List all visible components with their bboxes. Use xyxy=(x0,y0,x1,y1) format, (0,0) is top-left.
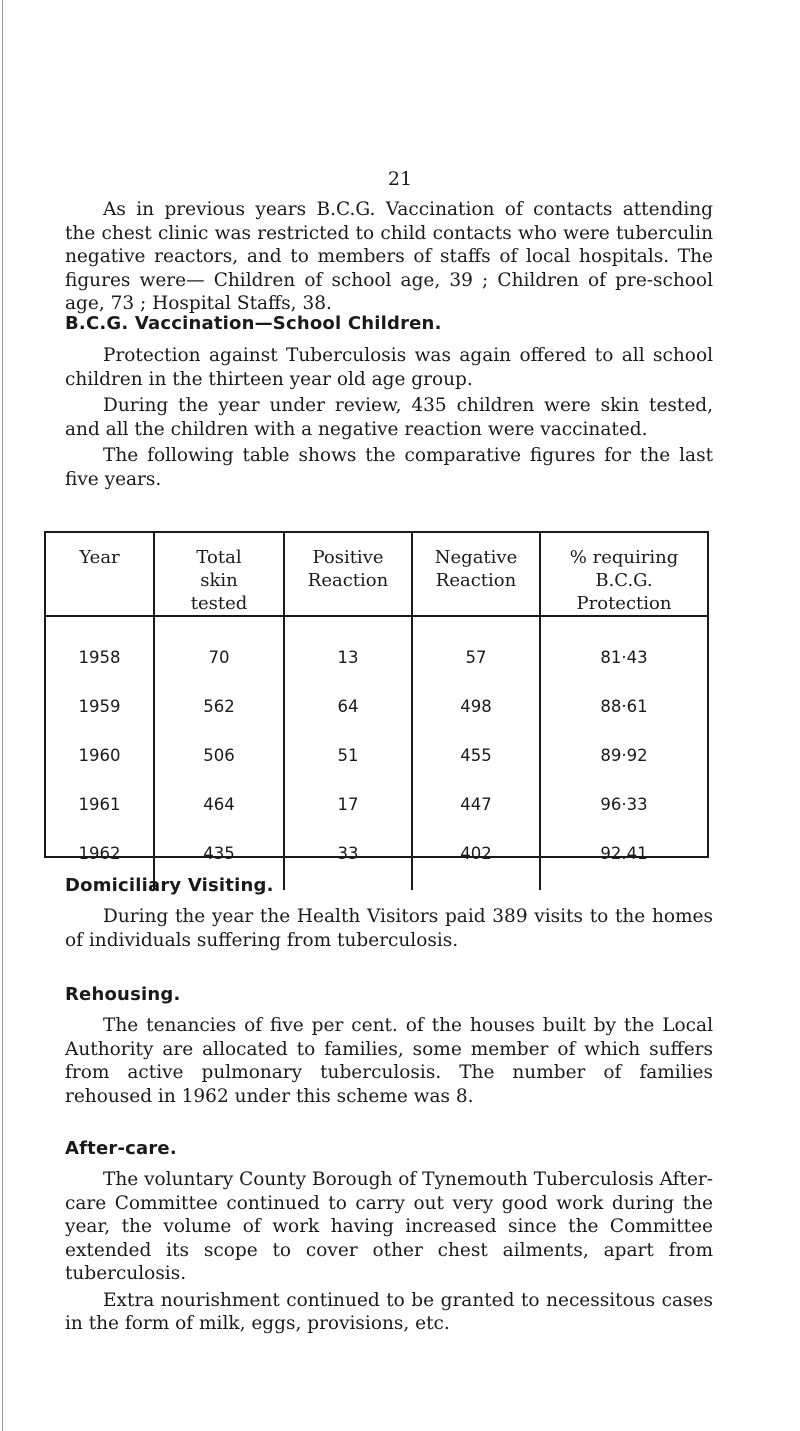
cell-negative: 455 xyxy=(412,731,540,780)
header-year: Year xyxy=(46,533,154,616)
table-header-row xyxy=(46,533,707,616)
cell-total: 435 xyxy=(154,829,284,890)
page-edge-line xyxy=(2,0,3,1431)
table-row xyxy=(46,682,707,731)
aftercare-paragraph: The voluntary County Borough of Tynemouth Tuberculosis After-care Committee continued to carry out very good work during the year, the volume of work having increased since the Committee extended its scope to cover other chest ailments, apart from tuberculosis. xyxy=(65,1169,713,1284)
cell-total: 70 xyxy=(154,616,284,682)
rehousing-heading: Rehousing. xyxy=(65,984,181,1005)
bcg-comparison-table xyxy=(44,531,709,863)
cell-positive: 64 xyxy=(284,682,412,731)
rehousing-paragraph: The tenancies of five per cent. of the houses built by the Local Authority are allocated to families, some member of which suffers from active pulmonary tuberculosis. The number of families rehoused in 1962 under this scheme was 8. xyxy=(65,1015,713,1107)
table-row xyxy=(46,731,707,780)
header-positive-reaction: Positive Reaction xyxy=(284,533,412,616)
bcg-paragraph: The following table shows the comparative figures for the last five years. xyxy=(65,445,713,490)
aftercare-paragraph: Extra nourishment continued to be granted to necessitous cases in the form of milk, eggs, provisions, etc. xyxy=(65,1289,713,1334)
cell-year: 1960 xyxy=(78,746,121,765)
intro-section xyxy=(65,198,713,316)
cell-negative: 498 xyxy=(412,682,540,731)
bcg-paragraph: During the year under review, 435 children were skin tested, and all the children with a negative reaction were vaccinated. xyxy=(65,395,713,440)
header-percent-requiring-bcg: % requiring B.C.G. Protection xyxy=(540,533,707,616)
cell-percent: 88·61 xyxy=(540,682,707,731)
cell-positive: 51 xyxy=(284,731,412,780)
cell-percent: 96·33 xyxy=(540,780,707,829)
header-total-skin-tested: Total skin tested xyxy=(154,533,284,616)
cell-positive: 13 xyxy=(284,616,412,682)
table-row xyxy=(46,616,707,682)
cell-percent: 89·92 xyxy=(540,731,707,780)
cell-year: 1961 xyxy=(78,795,121,814)
cell-year: 1962 xyxy=(78,844,121,863)
intro-paragraph: As in previous years B.C.G. Vaccination of contacts attending the chest clinic was restricted to child contacts who were tuberculin negative reactors, and to members of staffs of local hospitals. The figures were— Children of school age, 39 ; Children of pre-school age, 73 ; Hospital Staffs, 38. xyxy=(65,199,713,314)
cell-year: 1959 xyxy=(78,697,121,716)
bcg-section xyxy=(65,312,713,491)
aftercare-section xyxy=(65,1137,713,1336)
cell-total: 464 xyxy=(154,780,284,829)
cell-negative: 447 xyxy=(412,780,540,829)
aftercare-heading: After-care. xyxy=(65,1138,177,1159)
cell-total: 506 xyxy=(154,731,284,780)
table-row xyxy=(46,780,707,829)
domiciliary-section xyxy=(65,874,713,952)
cell-percent: 92.41 xyxy=(540,829,707,890)
cell-percent: 81·43 xyxy=(540,616,707,682)
bcg-heading: B.C.G. Vaccination—School Children. xyxy=(65,313,442,334)
cell-positive: 33 xyxy=(284,829,412,890)
rehousing-section xyxy=(65,983,713,1108)
domiciliary-heading: Domiciliary Visiting. xyxy=(65,875,274,896)
bcg-paragraph: Protection against Tuberculosis was again offered to all school children in the thirteen year old age group. xyxy=(65,345,713,390)
page-number: 21 xyxy=(387,168,413,190)
cell-positive: 17 xyxy=(284,780,412,829)
header-negative-reaction: Negative Reaction xyxy=(412,533,540,616)
cell-year: 1958 xyxy=(78,648,121,667)
cell-total: 562 xyxy=(154,682,284,731)
cell-negative: 402 xyxy=(412,829,540,890)
cell-negative: 57 xyxy=(412,616,540,682)
domiciliary-paragraph: During the year the Health Visitors paid 389 visits to the homes of individuals suffering from tuberculosis. xyxy=(65,906,713,951)
